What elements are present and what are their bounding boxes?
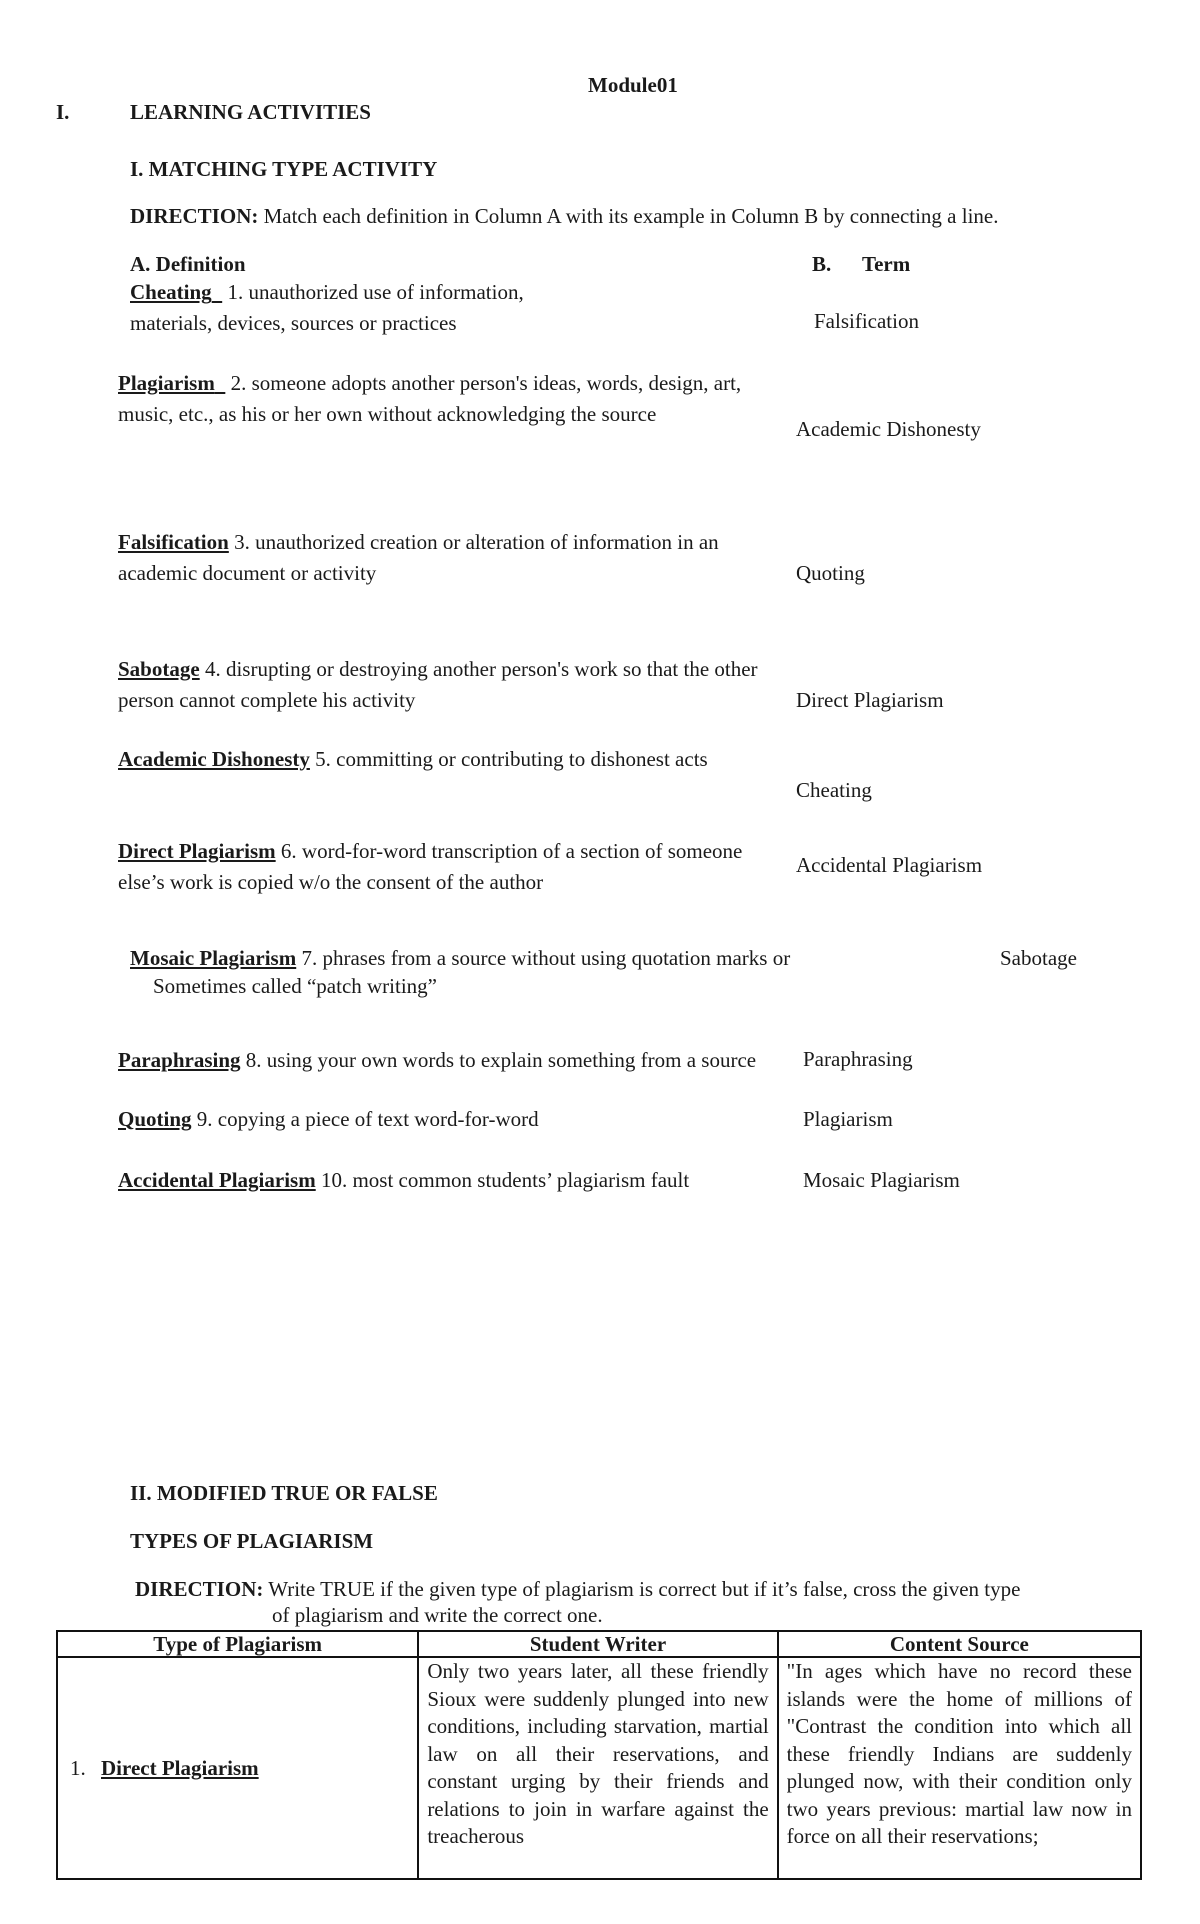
definition-item	[118, 1045, 788, 1076]
row-number: 1.	[70, 1755, 86, 1780]
definition-text: 2. someone adopts another person's ideas, words, design, art, music, etc., as his or her own without acknowledging the source	[118, 371, 742, 426]
section-number: I.	[56, 100, 70, 124]
answer-blank: Direct Plagiarism	[118, 839, 276, 863]
direction-text: Write TRUE if the given type of plagiarism is correct but if it’s false, cross the given type	[263, 1577, 1021, 1601]
direction-label: DIRECTION:	[135, 1577, 264, 1601]
definition-item	[118, 1107, 539, 1132]
header-student-writer: Student Writer	[418, 1631, 777, 1657]
table-row	[57, 1657, 1141, 1879]
definition-text: 5. committing or contributing to dishonest acts	[309, 747, 708, 771]
term-item: Direct Plagiarism	[796, 688, 944, 712]
answer-blank: Cheating	[130, 280, 212, 304]
definition-item	[118, 836, 773, 898]
definition-text: 6. word-for-word transcription of a section of someone else’s work is copied w/o the consent of the author	[118, 839, 743, 894]
definition-item	[118, 527, 773, 589]
part2-title: II. MODIFIED TRUE OR FALSE	[130, 1481, 438, 1505]
plagiarism-table	[56, 1630, 1142, 1880]
student-writer-text: Only two years later, all these friendly Sioux were suddenly plunged into new conditions, including starvation, martial law on all their reservations, and constant urging by their friends and relations to join in warfare against the treacherous	[427, 1659, 769, 1848]
definition-item	[118, 368, 758, 430]
part2-direction-continued: of plagiarism and write the correct one.	[272, 1603, 603, 1627]
term-item: Accidental Plagiarism	[796, 853, 983, 877]
answer-blank: Accidental Plagiarism	[118, 1168, 316, 1192]
definition-text: 1. unauthorized use of information, materials, devices, sources or practices	[130, 280, 524, 335]
column-b-header: Term	[862, 252, 911, 276]
definition-item	[130, 944, 790, 972]
student-writer-cell	[418, 1657, 777, 1879]
answer-blank: Paraphrasing	[118, 1048, 241, 1072]
answer-blank: Mosaic Plagiarism	[130, 946, 297, 970]
definition-item	[118, 654, 773, 716]
answer-blank: Sabotage	[118, 657, 200, 681]
answer-blank: Quoting	[118, 1107, 192, 1131]
definition-item	[118, 1168, 689, 1193]
column-a-header: A. Definition	[130, 252, 246, 276]
term-item: Cheating	[796, 778, 872, 802]
answer-blank: Academic Dishonesty	[118, 747, 310, 771]
column-b-letter: B.	[812, 252, 832, 276]
part2-direction	[135, 1577, 1020, 1602]
type-cell	[57, 1657, 418, 1879]
definition-text: 10. most common students’ plagiarism fault	[315, 1168, 690, 1192]
term-item: Quoting	[796, 561, 865, 585]
part2-subtitle: TYPES OF PLAGIARISM	[130, 1529, 374, 1553]
definition-item	[118, 744, 773, 775]
term-item: Paraphrasing	[803, 1047, 913, 1071]
definition-text: 9. copying a piece of text word-for-word	[191, 1107, 539, 1131]
term-item: Falsification	[814, 309, 919, 333]
table-header-row	[57, 1631, 1141, 1657]
part1-title: I. MATCHING TYPE ACTIVITY	[130, 157, 438, 181]
content-source-text: "In ages which have no record these islands were the home of millions of "Contrast the condition into which all these friendly Indians are suddenly plunged now, with their condition only two years previous: martial law now in force on all their reservations;	[786, 1659, 1132, 1848]
definition-text-continued: Sometimes called “patch writing”	[153, 974, 437, 998]
term-item: Sabotage	[1000, 946, 1077, 970]
module-title: Module01	[588, 73, 678, 97]
direction-text: Match each definition in Column A with its example in Column B by connecting a line.	[258, 204, 999, 228]
content-source-cell	[778, 1657, 1141, 1879]
part1-direction	[130, 204, 999, 229]
term-item: Plagiarism	[803, 1107, 893, 1131]
term-item: Mosaic Plagiarism	[803, 1168, 960, 1192]
definition-item	[130, 277, 610, 339]
header-content-source: Content Source	[778, 1631, 1141, 1657]
definition-text: 8. using your own words to explain something from a source	[240, 1048, 757, 1072]
direction-label: DIRECTION:	[130, 204, 259, 228]
plagiarism-type: Direct Plagiarism	[101, 1755, 259, 1780]
term-item: Academic Dishonesty	[796, 417, 981, 441]
header-type: Type of Plagiarism	[57, 1631, 418, 1657]
definition-text: 7. phrases from a source without using quotation marks or	[296, 946, 791, 970]
definition-text: 3. unauthorized creation or alteration of information in an academic document or activity	[118, 530, 719, 585]
section-title: LEARNING ACTIVITIES	[130, 100, 371, 124]
answer-blank: Falsification	[118, 530, 229, 554]
definition-text: 4. disrupting or destroying another person's work so that the other person cannot complete his activity	[118, 657, 758, 712]
answer-blank: Plagiarism	[118, 371, 215, 395]
